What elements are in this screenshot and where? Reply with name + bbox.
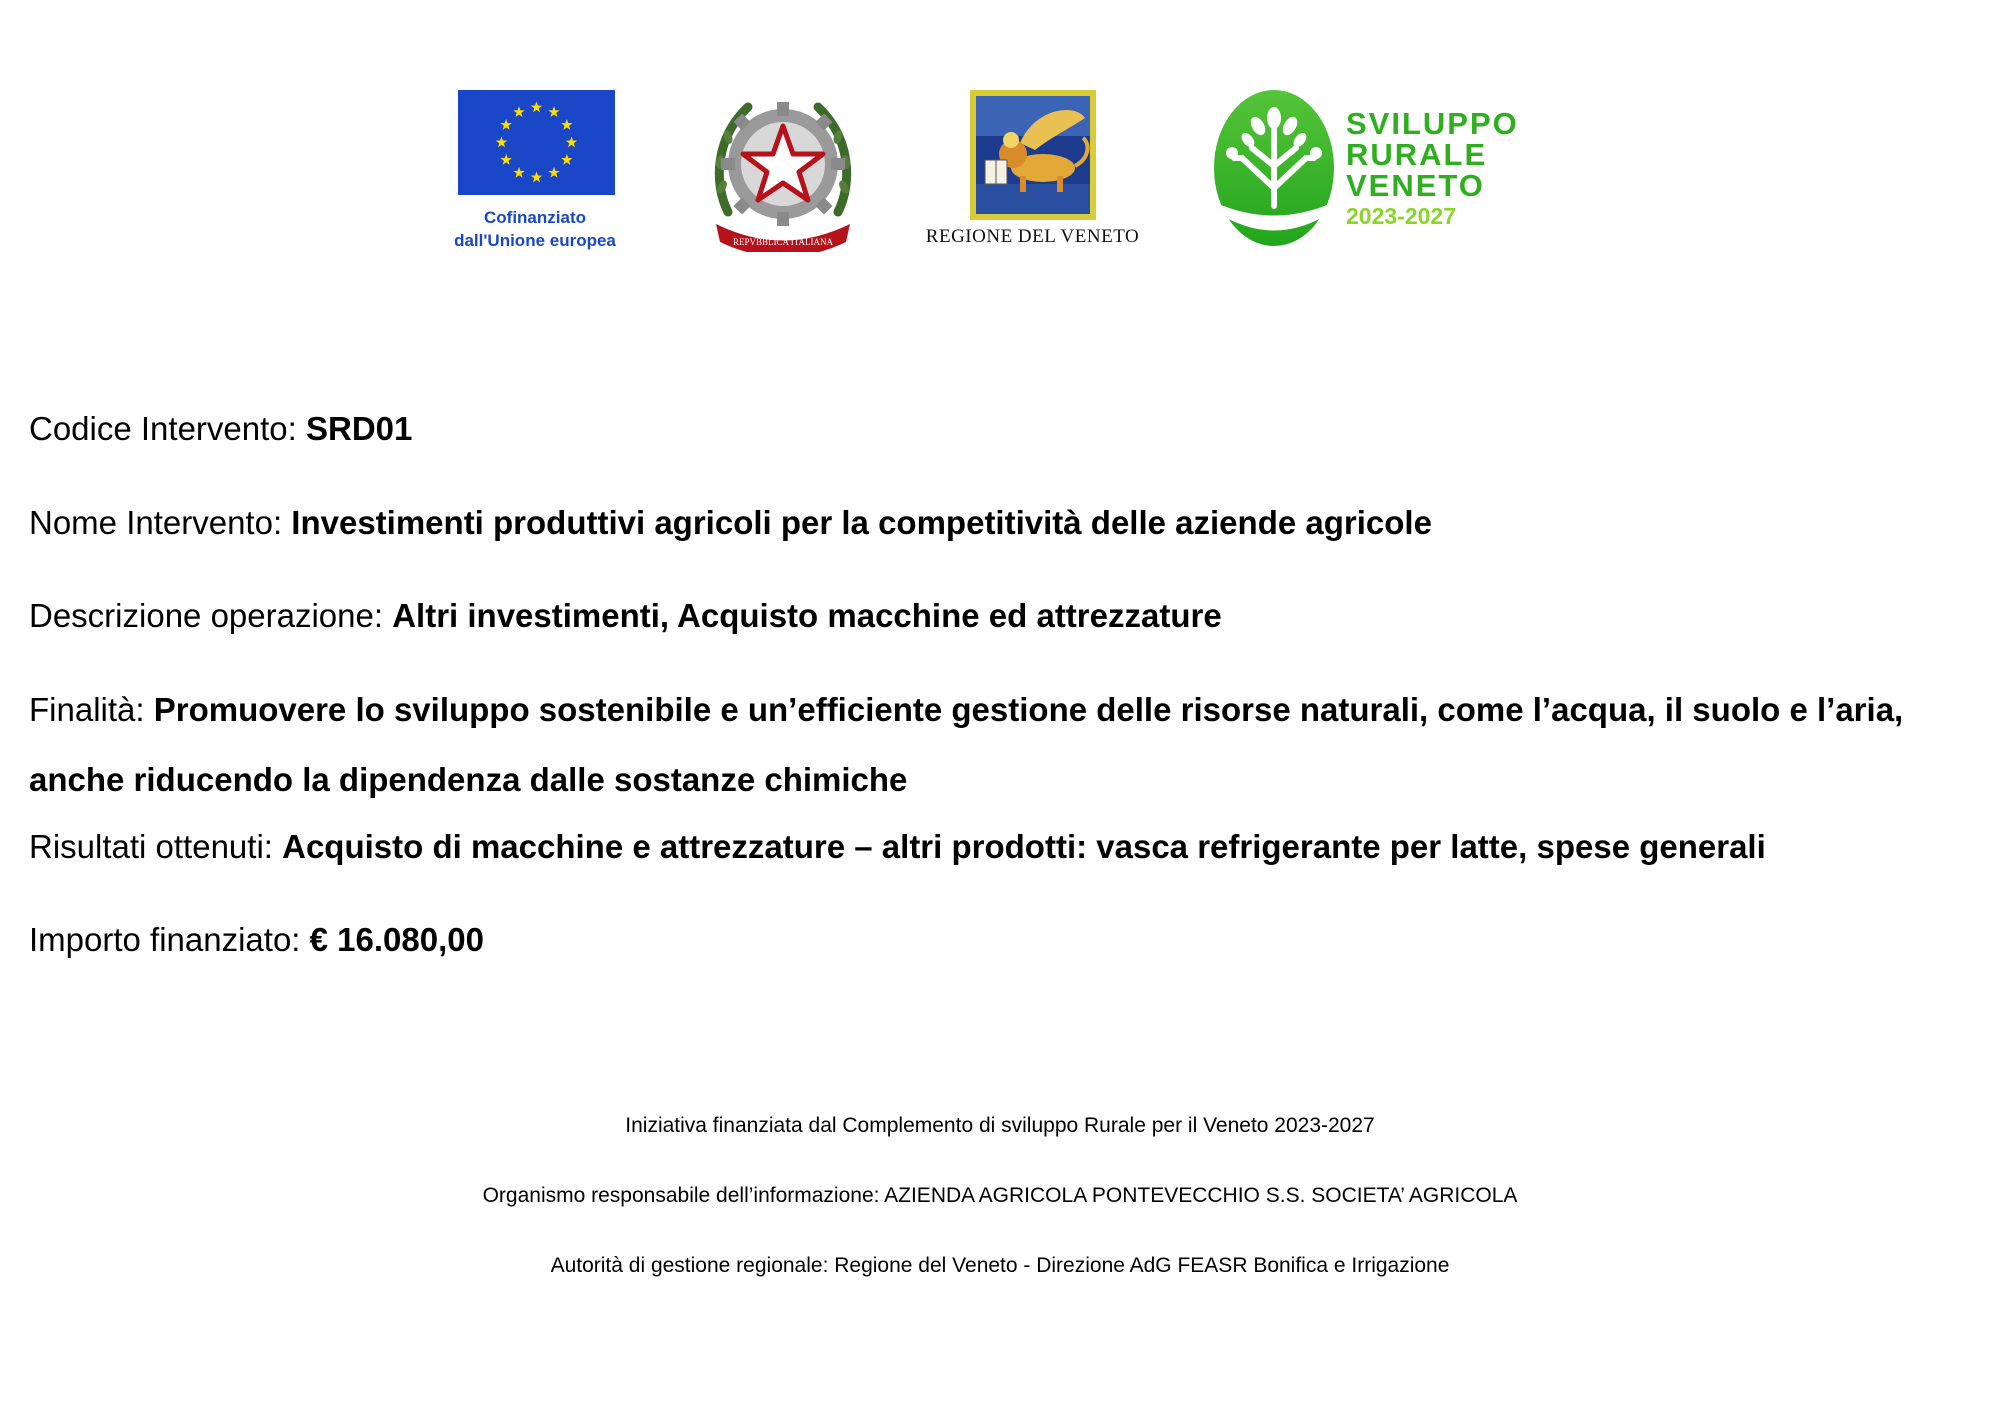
eu-caption	[440, 206, 630, 252]
nome-intervento-value: Investimenti produttivi agricoli per la competitività delle aziende agricole	[291, 504, 1432, 541]
finalita-label: Finalità:	[29, 691, 154, 728]
risultati-ottenuti-row	[29, 827, 1766, 867]
footer-financing-line: Iniziativa finanziata dal Complemento di sviluppo Rurale per il Veneto 2023-2027	[625, 1114, 1375, 1137]
republic-ribbon-text: REPVBBLICA ITALIANA	[732, 237, 834, 247]
eu-stars-icon	[458, 90, 615, 195]
srv-years: 2023-2027	[1346, 203, 1456, 229]
codice-intervento-value: SRD01	[306, 410, 413, 447]
tree-icon	[1212, 88, 1337, 253]
regione-veneto-logo	[925, 88, 1140, 258]
descrizione-operazione-value: Altri investimenti, Acquisto macchine ed attrezzature	[392, 597, 1222, 634]
eu-star-icon	[531, 102, 542, 113]
eu-star-icon	[548, 167, 559, 178]
eu-star-icon	[496, 137, 507, 148]
regione-veneto-caption: REGIONE DEL VENETO	[925, 226, 1140, 247]
eu-star-icon	[513, 106, 524, 117]
importo-finanziato-value: € 16.080,00	[309, 921, 484, 958]
eu-star-icon	[548, 106, 559, 117]
eu-star-icon	[500, 154, 511, 165]
importo-finanziato-row	[29, 920, 484, 960]
srv-wordmark	[1346, 108, 1519, 231]
logo-header	[0, 0, 2000, 270]
lion-of-saint-mark-icon	[925, 88, 1140, 228]
nome-intervento-label: Nome Intervento:	[29, 504, 292, 541]
footer-authority-line: Autorità di gestione regionale: Regione del Veneto - Direzione AdG FEASR Bonifica e Irrigazione	[550, 1254, 1450, 1277]
finalita-value: Promuovere lo sviluppo sostenibile e un’efficiente gestione delle risorse naturali, come l’acqua, il suolo e l’aria, anche riducendo la dipendenza dalle sostanze chimiche	[29, 691, 1904, 798]
eu-caption-line1: Cofinanziato	[484, 208, 586, 227]
codice-intervento-row	[29, 409, 412, 449]
importo-finanziato-label: Importo finanziato:	[29, 921, 310, 958]
finalita-row	[29, 675, 1979, 815]
republic-emblem-icon	[708, 92, 858, 252]
descrizione-operazione-row	[29, 596, 1222, 636]
eu-star-icon	[566, 137, 577, 148]
sviluppo-rurale-veneto-logo	[1212, 88, 1522, 253]
risultati-ottenuti-value: Acquisto di macchine e attrezzature – altri prodotti: vasca refrigerante per latte, spese generali	[282, 828, 1766, 865]
risultati-ottenuti-label: Risultati ottenuti:	[29, 828, 283, 865]
descrizione-operazione-label: Descrizione operazione:	[29, 597, 393, 634]
eu-star-icon	[561, 154, 572, 165]
srv-line1: SVILUPPO	[1346, 106, 1519, 141]
italian-republic-emblem	[708, 92, 858, 252]
footer-responsible-line: Organismo responsabile dell’informazione: AZIENDA AGRICOLA PONTEVECCHIO S.S. SOCIETA’ AGRICOLA	[482, 1184, 1518, 1207]
eu-star-icon	[500, 119, 511, 130]
eu-star-icon	[513, 167, 524, 178]
srv-line3: VENETO	[1346, 168, 1485, 203]
eu-star-icon	[561, 119, 572, 130]
codice-intervento-label: Codice Intervento:	[29, 410, 306, 447]
eu-caption-line2: dall'Unione europea	[454, 231, 616, 250]
eu-star-icon	[531, 172, 542, 183]
eu-cofinancing-logo	[440, 88, 640, 258]
eu-flag-icon	[458, 90, 615, 195]
nome-intervento-row	[29, 503, 1432, 543]
srv-line2: RURALE	[1346, 137, 1488, 172]
